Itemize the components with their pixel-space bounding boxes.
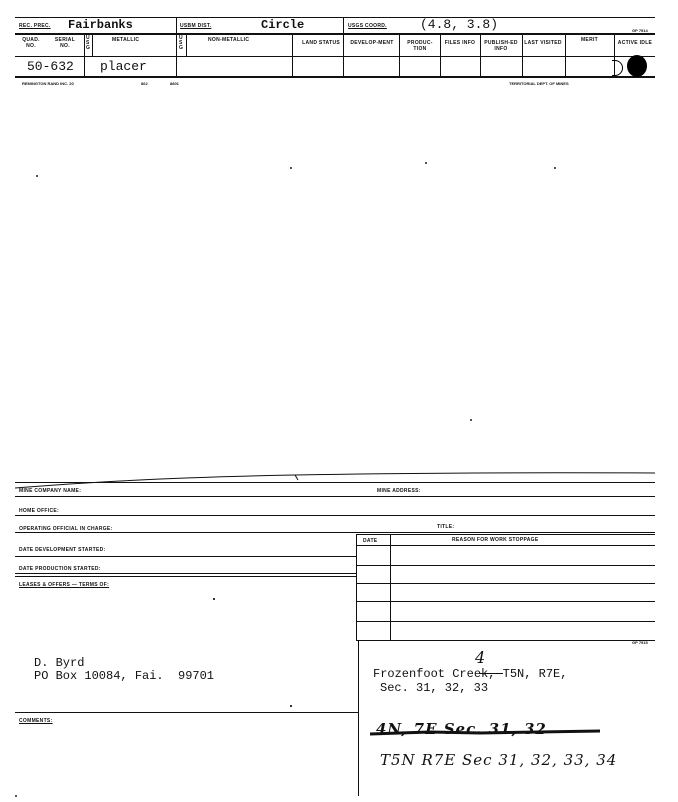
metallic-value: placer [100,59,147,74]
operating-official-label: OPERATING OFFICIAL IN CHARGE: [19,526,113,532]
col-merit: MERIT [580,37,599,43]
col-files-info: FILES INFO [444,40,476,46]
col-active-idle: ACTIVE IDLE [617,40,653,46]
col-quad-no: QUAD. NO. [22,37,40,49]
home-office-label: HOME OFFICE: [19,508,59,514]
strike-t5n [479,673,503,674]
card-top-edge [15,470,660,490]
col-serial-no: SERIAL NO. [54,37,76,49]
owner-address: PO Box 10084, Fai. [34,669,164,683]
col-production: PRODUC-TION [407,40,433,52]
location-line-1: Frozenfoot Creek, T5N, R7E, [373,667,568,681]
col-land-status: LAND STATUS [302,40,340,46]
reason-stoppage-label: REASON FOR WORK STOPPAGE [452,537,539,543]
usbm-dist-value: Circle [261,18,305,32]
usbm-dist-label: USBM DIST. [180,23,212,29]
col-metallic: METALLIC [112,37,140,43]
date-production-label: DATE PRODUCTION STARTED: [19,566,101,572]
owner-zip: 99701 [178,669,215,683]
col-development: DEVELOP-MENT [350,40,394,46]
col-usg-2: U S G [179,35,184,51]
rec-prec-value: Fairbanks [68,18,133,32]
mine-address-label: MINE ADDRESS: [377,488,421,494]
form-number-top: GP 7914 [632,28,648,33]
usgs-coord-value: (4.8, 3.8) [420,17,499,32]
col-last-visited: LAST VISITED [524,40,562,46]
usgs-coord-label: USGS COORD. [348,23,387,29]
title-label: TITLE: [437,524,455,530]
imprint-code-1: 862 [141,81,148,86]
handwritten-struck-line: 4N, 7E Sec. 31, 32 [376,720,547,738]
printer-imprint: REMINGTON RAND INC. 20 [22,81,74,86]
location-handwritten-correction: 4 [475,648,486,667]
owner-name: D. Byrd [34,656,85,670]
punch-hole-filled [627,55,647,77]
form-number-bottom: GP 7915 [632,640,648,645]
date-col-label: DATE [363,538,378,544]
mine-company-label: MINE COMPANY NAME: [19,488,82,494]
col-published-info: PUBLISH-ED INFO [484,40,518,52]
territorial-dept-imprint: TERRITORIAL DEPT. OF MINES [509,81,569,86]
strike-through-scribble [370,726,610,740]
handwritten-location: T5N R7E Sec 31, 32, 33, 34 [380,751,618,769]
rec-prec-label: REC. PREC. [19,23,51,29]
quad-serial-value: 50-632 [27,59,74,74]
imprint-code-2: 8801 [170,81,179,86]
col-usg-1: U S G [86,35,91,51]
comments-label: COMMENTS: [19,718,53,724]
punch-hole-outline [612,60,623,76]
col-non-metallic: NON-METALLIC [208,37,250,43]
date-development-label: DATE DEVELOPMENT STARTED: [19,547,106,553]
location-line-2: Sec. 31, 32, 33 [380,681,489,695]
leases-offers-label: LEASES & OFFERS — TERMS OF: [19,582,110,588]
